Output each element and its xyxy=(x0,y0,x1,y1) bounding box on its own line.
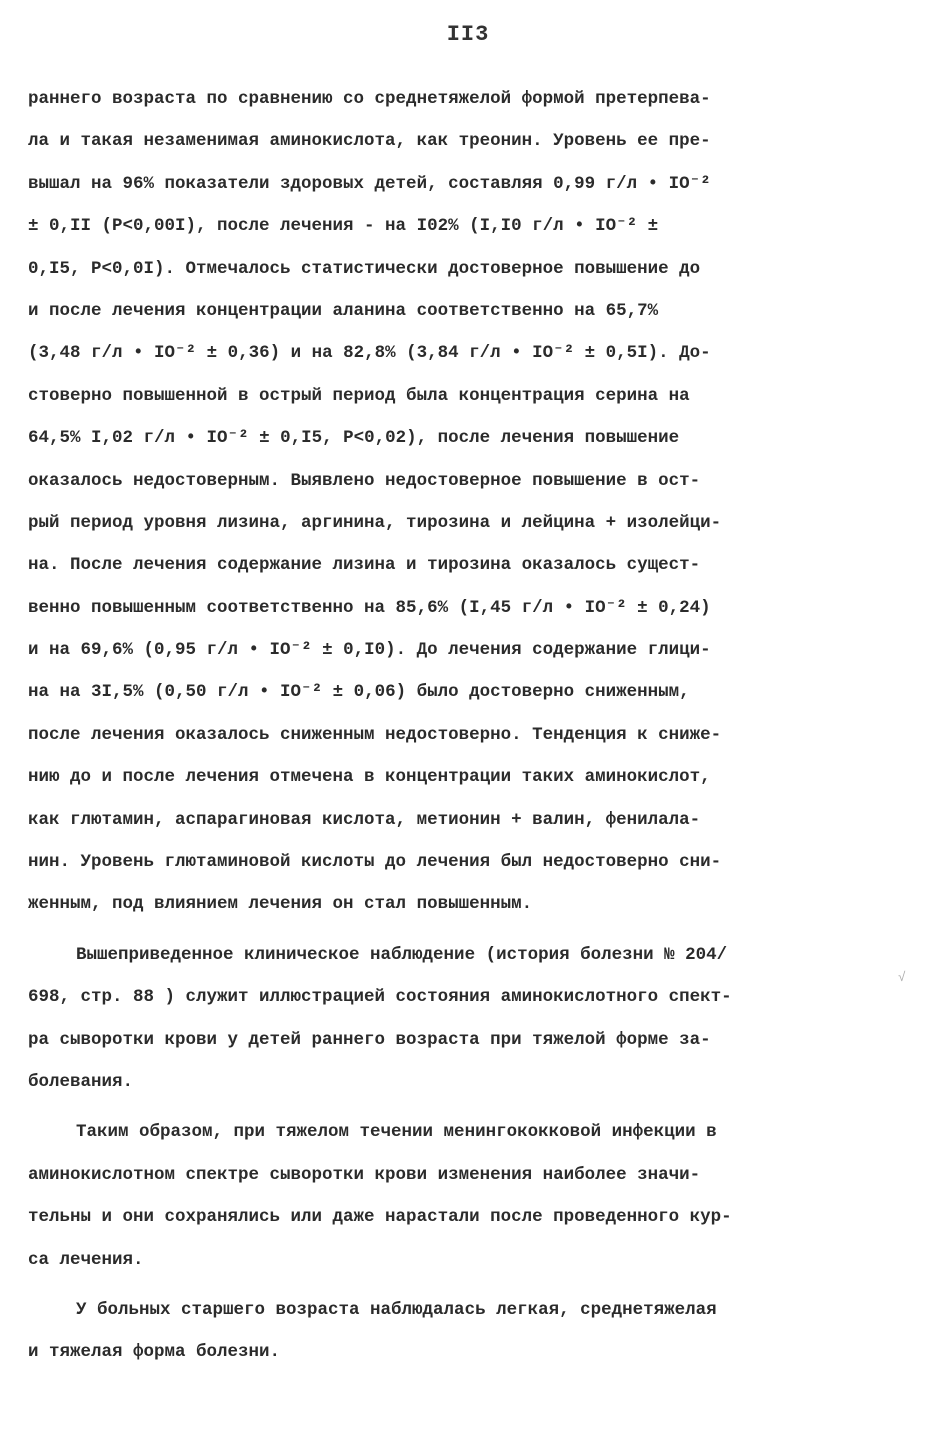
text-line: рый период уровня лизина, аргинина, тирозина и лейцина + изолейци- xyxy=(28,512,722,533)
margin-check-mark: √ xyxy=(898,970,906,985)
text-line: оказалось недостоверным. Выявлено недостоверное повышение в ост- xyxy=(28,470,701,491)
text-line: тельны и они сохранялись или даже нарастали после проведенного кур- xyxy=(28,1207,732,1228)
text-line: (3,48 г/л • IO⁻² ± 0,36) и на 82,8% (3,84 г/л • IO⁻² ± 0,5I). До- xyxy=(28,343,711,364)
text-line: и тяжелая форма болезни. xyxy=(28,1342,281,1363)
text-line: аминокислотном спектре сыворотки крови изменения наиболее значи- xyxy=(28,1164,701,1185)
text-line: ± 0,II (P<0,00I), после лечения - на I02% (I,I0 г/л • IO⁻² ± xyxy=(28,216,659,237)
text-line: У больных старшего возраста наблюдалась легкая, среднетяжелая xyxy=(76,1299,717,1320)
text-line: на на 3I,5% (0,50 г/л • IO⁻² ± 0,06) было достоверно сниженным, xyxy=(28,682,690,703)
text-line: и после лечения концентрации аланина соответственно на 65,7% xyxy=(28,300,659,321)
text-line: и на 69,6% (0,95 г/л • IO⁻² ± 0,I0). До лечения содержание глици- xyxy=(28,640,711,661)
paragraph-2 xyxy=(28,934,908,1104)
text-line: венно повышенным соответственно на 85,6% (I,45 г/л • IO⁻² ± 0,24) xyxy=(28,597,711,618)
text-line: нию до и после лечения отмечена в концентрации таких аминокислот, xyxy=(28,767,711,788)
text-line: стоверно повышенной в острый период была концентрация серина на xyxy=(28,385,690,406)
text-line: ра сыворотки крови у детей раннего возраста при тяжелой форме за- xyxy=(28,1029,711,1050)
text-line: как глютамин, аспарагиновая кислота, метионин + валин, фенилала- xyxy=(28,809,701,830)
text-line: вышал на 96% показатели здоровых детей, составляя 0,99 г/л • IO⁻² xyxy=(28,173,711,194)
text-line: болевания. xyxy=(28,1071,134,1092)
body-text xyxy=(28,78,908,1374)
text-line: на. После лечения содержание лизина и тирозина оказалось сущест- xyxy=(28,555,701,576)
paragraph-3 xyxy=(28,1111,908,1281)
text-line: 0,I5, P<0,0I). Отмечалось статистически достоверное повышение до xyxy=(28,258,701,279)
paragraph-4 xyxy=(28,1289,908,1374)
text-line: Таким образом, при тяжелом течении менингококковой инфекции в xyxy=(76,1122,717,1143)
page-number: II3 xyxy=(446,22,490,47)
text-line: са лечения. xyxy=(28,1249,144,1270)
text-line: ла и такая незаменимая аминокислота, как треонин. Уровень ее пре- xyxy=(28,131,711,152)
text-line: 64,5% I,02 г/л • IO⁻² ± 0,I5, P<0,02), после лечения повышение xyxy=(28,428,680,449)
paragraph-1 xyxy=(28,78,908,926)
text-line: нин. Уровень глютаминовой кислоты до лечения был недостоверно сни- xyxy=(28,852,722,873)
text-line: Вышеприведенное клиническое наблюдение (история болезни № 204/ xyxy=(76,944,728,965)
text-line: раннего возраста по сравнению со среднетяжелой формой претерпева- xyxy=(28,89,711,109)
text-line: после лечения оказалось сниженным недостоверно. Тенденция к сниже- xyxy=(28,724,722,745)
text-line: женным, под влиянием лечения он стал повышенным. xyxy=(28,894,533,915)
text-line: 698, стр. 88 ) служит иллюстрацией состояния аминокислотного спект- xyxy=(28,987,732,1008)
